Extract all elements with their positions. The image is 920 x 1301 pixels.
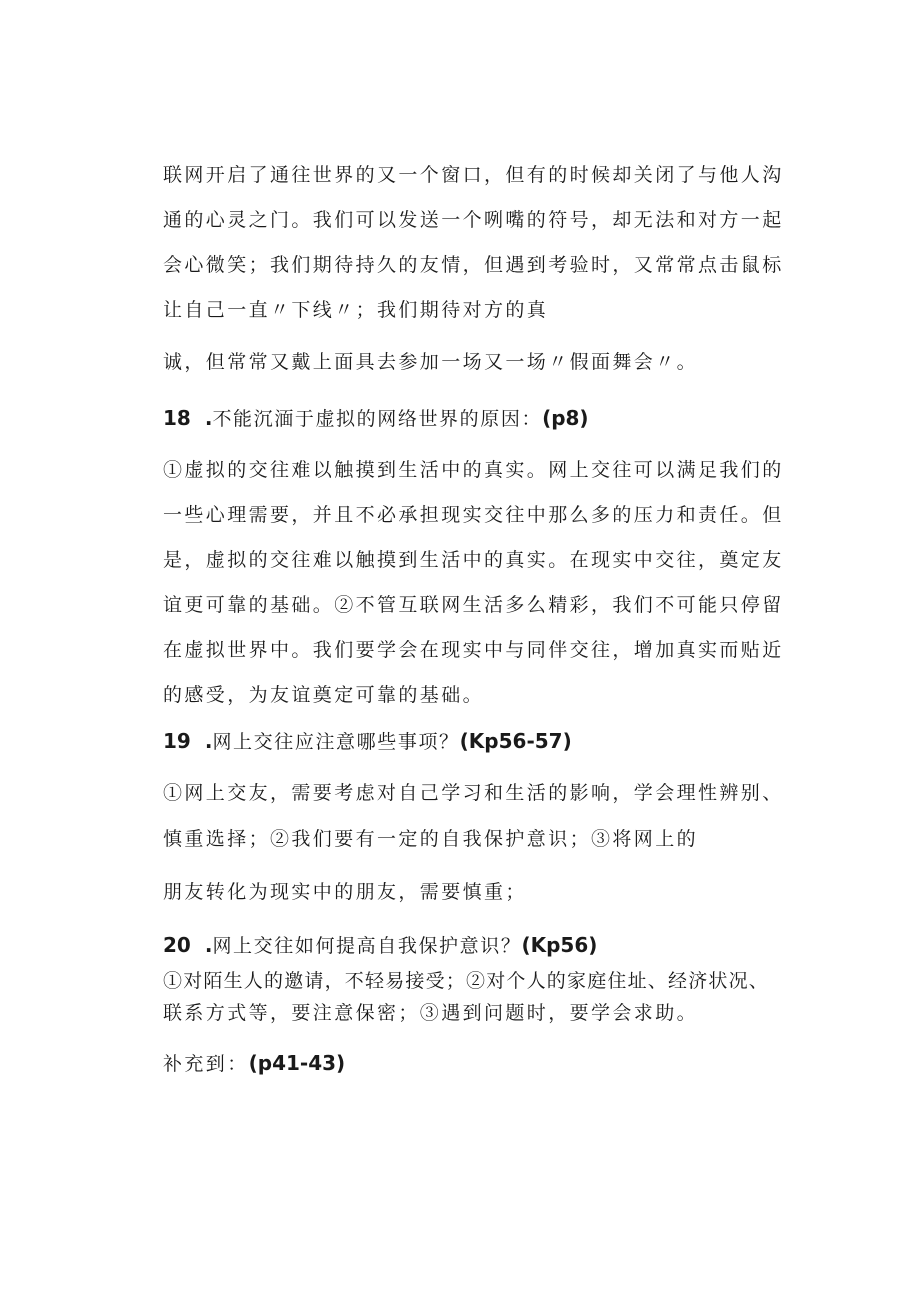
section-number: 18 bbox=[163, 406, 191, 430]
text-line: 慎重选择；②我们要有一定的自我保护意识；③将网上的 bbox=[163, 828, 699, 850]
page-reference: (p8) bbox=[542, 406, 589, 430]
section-number: 19 bbox=[163, 729, 191, 753]
text-line: 是，虚拟的交往难以触摸到生活中的真实。在现实中交往，奠定友 bbox=[163, 549, 784, 571]
text-line: 谊更可靠的基础。②不管互联网生活多么精彩，我们不可能只停留 bbox=[163, 594, 784, 616]
section-heading bbox=[163, 405, 589, 433]
text-line: 联网开启了通往世界的又一个窗口，但有的时候却关闭了与他人沟 bbox=[163, 164, 784, 186]
section-title: 网上交往如何提高自我保护意识？ bbox=[212, 935, 522, 957]
text-line: 通的心灵之门。我们可以发送一个咧嘴的符号，却无法和对方一起 bbox=[163, 209, 784, 231]
text-line: ①对陌生人的邀请，不轻易接受；②对个人的家庭住址、经济状况、 bbox=[163, 970, 770, 992]
text-line: ①网上交友，需要考虑对自己学习和生活的影响，学会理性辨别、 bbox=[163, 782, 784, 804]
text-line: 联系方式等，要注意保密；③遇到问题时，要学会求助。 bbox=[163, 1002, 699, 1024]
page-reference: (Kp56-57) bbox=[459, 729, 572, 753]
page-reference: (p41-43) bbox=[248, 1051, 346, 1075]
section-heading bbox=[163, 932, 597, 960]
text-line: 诚，但常常又戴上面具去参加一场又一场〃假面舞会〃。 bbox=[163, 351, 699, 373]
text-line: 朋友转化为现实中的朋友，需要慎重； bbox=[163, 881, 527, 903]
section-dot: . bbox=[204, 933, 213, 957]
text-line: 在虚拟世界中。我们要学会在现实中与同伴交往，增加真实而贴近 bbox=[163, 639, 784, 661]
text-line: 的感受，为友谊奠定可靠的基础。 bbox=[163, 684, 485, 706]
supplement-note bbox=[163, 1050, 345, 1078]
section-dot: . bbox=[204, 406, 213, 430]
section-title: 网上交往应注意哪些事项？ bbox=[212, 731, 460, 753]
section-title: 不能沉湎于虚拟的网络世界的原因： bbox=[212, 408, 543, 430]
supplement-label: 补充到： bbox=[163, 1053, 249, 1075]
section-dot: . bbox=[204, 729, 213, 753]
section-number: 20 bbox=[163, 933, 191, 957]
text-line: ①虚拟的交往难以触摸到生活中的真实。网上交往可以满足我们的 bbox=[163, 459, 784, 481]
section-heading bbox=[163, 728, 572, 756]
text-line: 会心微笑；我们期待持久的友情，但遇到考验时，又常常点击鼠标 bbox=[163, 254, 784, 276]
text-line: 一些心理需要，并且不必承担现实交往中那么多的压力和责任。但 bbox=[163, 504, 784, 526]
text-line: 让自己一直〃下线〃；我们期待对方的真 bbox=[163, 299, 549, 321]
page-reference: (Kp56) bbox=[521, 933, 598, 957]
